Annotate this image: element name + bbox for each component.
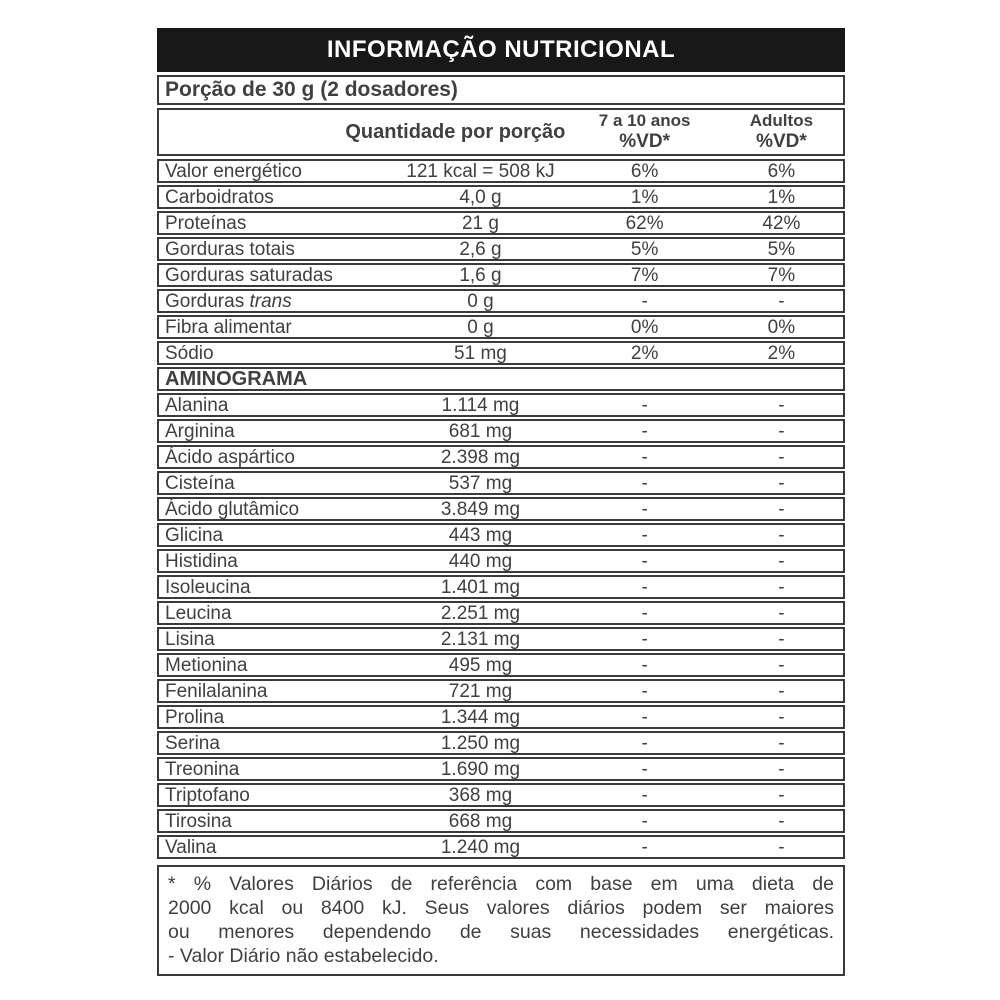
nutrient-name: Histidina xyxy=(165,550,238,572)
aminogram-title: AMINOGRAMA xyxy=(165,368,308,390)
vd-adults-value: - xyxy=(778,602,785,624)
nutrient-quantity: 1.401 mg xyxy=(440,576,521,598)
nutrient-quantity: 537 mg xyxy=(448,472,513,494)
column-header-adults-vd: %VD* xyxy=(756,130,807,152)
column-header-children xyxy=(569,110,719,154)
nutrition-label xyxy=(157,28,845,976)
vd-adults-value: - xyxy=(778,784,785,806)
footnote-line: ou menores dependendo de suas necessidades energéticas. xyxy=(168,921,834,943)
nutrient-name: Lisina xyxy=(165,628,215,650)
vd-children-value: - xyxy=(641,784,648,806)
table-row xyxy=(157,705,845,729)
nutrient-name: Treonina xyxy=(165,758,240,780)
nutrient-name: Proteínas xyxy=(165,212,247,234)
table-row xyxy=(157,549,845,573)
vd-adults-value: - xyxy=(778,758,785,780)
nutrient-quantity: 1.690 mg xyxy=(440,758,521,780)
footnote-line: 2000 kcal ou 8400 kJ. Seus valores diários podem ser maiores xyxy=(168,897,834,919)
vd-adults-value: - xyxy=(778,836,785,858)
table-row xyxy=(157,497,845,521)
column-header-children-vd: %VD* xyxy=(619,130,670,152)
footnote-line: - Valor Diário não estabelecido. xyxy=(168,945,439,967)
nutrient-rows xyxy=(157,159,845,365)
nutrient-name: Triptofano xyxy=(165,784,250,806)
table-row xyxy=(157,653,845,677)
nutrient-quantity: 440 mg xyxy=(448,550,513,572)
table-row xyxy=(157,263,845,287)
vd-adults-value: - xyxy=(778,550,785,572)
nutrient-quantity: 368 mg xyxy=(448,784,513,806)
nutrient-quantity: 121 kcal = 508 kJ xyxy=(406,160,555,182)
column-header-children-age: 7 a 10 anos xyxy=(598,111,691,131)
table-row xyxy=(157,731,845,755)
vd-adults-value: 7% xyxy=(767,264,796,286)
nutrient-quantity: 51 mg xyxy=(454,342,507,364)
nutrient-quantity: 2.251 mg xyxy=(440,602,521,624)
nutrient-name: Serina xyxy=(165,732,220,754)
table-row xyxy=(157,237,845,261)
nutrient-quantity: 681 mg xyxy=(448,420,513,442)
table-row xyxy=(157,809,845,833)
nutrient-quantity: 0 g xyxy=(467,316,494,338)
table-row xyxy=(157,159,845,183)
vd-children-value: 5% xyxy=(630,238,659,260)
vd-children-value: 1% xyxy=(630,186,659,208)
table-row xyxy=(157,315,845,339)
nutrient-quantity: 443 mg xyxy=(448,524,513,546)
vd-adults-value: - xyxy=(778,628,785,650)
vd-adults-value: - xyxy=(778,498,785,520)
table-row xyxy=(157,393,845,417)
nutrient-name: Gorduras totais xyxy=(165,238,295,260)
table-row xyxy=(157,783,845,807)
nutrient-name: Gorduras saturadas xyxy=(165,264,333,286)
nutrient-quantity: 0 g xyxy=(467,290,494,312)
nutrient-name: Glicina xyxy=(165,524,224,546)
vd-adults-value: 2% xyxy=(767,342,796,364)
table-row xyxy=(157,341,845,365)
nutrient-quantity: 1.114 mg xyxy=(441,394,520,416)
nutrient-quantity: 2.398 mg xyxy=(440,446,521,468)
vd-children-value: - xyxy=(641,394,648,416)
table-row xyxy=(157,289,845,313)
nutrient-name: Valor energético xyxy=(165,160,302,182)
table-row xyxy=(157,679,845,703)
vd-adults-value: - xyxy=(778,576,785,598)
vd-adults-value: 5% xyxy=(767,238,796,260)
table-row xyxy=(157,445,845,469)
nutrient-name: Gorduras trans xyxy=(165,290,292,312)
column-header-adults-label: Adultos xyxy=(749,111,814,131)
nutrient-name: Fenilalanina xyxy=(165,680,268,702)
vd-children-value: 7% xyxy=(630,264,659,286)
nutrient-quantity: 3.849 mg xyxy=(440,498,521,520)
vd-children-value: - xyxy=(641,472,648,494)
nutrient-quantity: 1,6 g xyxy=(459,264,502,286)
vd-adults-value: - xyxy=(778,472,785,494)
vd-children-value: 0% xyxy=(630,316,659,338)
column-header-row xyxy=(157,108,845,156)
nutrient-quantity: 21 g xyxy=(461,212,499,234)
table-row xyxy=(157,523,845,547)
nutrient-name: Arginina xyxy=(165,420,235,442)
vd-adults-value: - xyxy=(778,420,785,442)
nutrient-quantity: 1.240 mg xyxy=(440,836,521,858)
nutrient-quantity: 1.250 mg xyxy=(440,732,521,754)
nutrient-name: Sódio xyxy=(165,342,214,364)
nutrient-name: Fibra alimentar xyxy=(165,316,292,338)
table-row xyxy=(157,471,845,495)
table-row xyxy=(157,211,845,235)
vd-children-value: - xyxy=(641,420,648,442)
vd-children-value: - xyxy=(641,758,648,780)
vd-children-value: - xyxy=(641,602,648,624)
nutrient-quantity: 4,0 g xyxy=(459,186,502,208)
nutrient-name: Tirosina xyxy=(165,810,232,832)
table-row xyxy=(157,185,845,209)
serving-row xyxy=(157,75,845,105)
vd-children-value: - xyxy=(641,810,648,832)
nutrient-name: Alanina xyxy=(165,394,229,416)
vd-adults-value: - xyxy=(778,524,785,546)
nutrient-name: Carboidratos xyxy=(165,186,274,208)
vd-children-value: - xyxy=(641,680,648,702)
vd-children-value: 6% xyxy=(630,160,659,182)
footnote-box xyxy=(157,865,845,976)
table-row xyxy=(157,419,845,443)
label-title: INFORMAÇÃO NUTRICIONAL xyxy=(326,36,676,63)
vd-children-value: - xyxy=(641,654,648,676)
column-header-adults xyxy=(720,110,843,154)
serving-text: Porção de 30 g (2 dosadores) xyxy=(165,78,458,101)
vd-children-value: - xyxy=(641,524,648,546)
label-title-bar xyxy=(157,28,845,72)
nutrient-quantity: 495 mg xyxy=(448,654,513,676)
vd-adults-value: - xyxy=(778,446,785,468)
nutrient-name: Prolina xyxy=(165,706,225,728)
vd-children-value: 2% xyxy=(630,342,659,364)
nutrient-name: Ácido aspártico xyxy=(165,446,295,468)
vd-children-value: - xyxy=(641,498,648,520)
nutrient-quantity: 1.344 mg xyxy=(440,706,521,728)
vd-children-value: - xyxy=(641,732,648,754)
vd-adults-value: 6% xyxy=(767,160,796,182)
vd-children-value: - xyxy=(641,550,648,572)
vd-children-value: - xyxy=(641,836,648,858)
vd-adults-value: 1% xyxy=(767,186,796,208)
vd-adults-value: 0% xyxy=(767,316,796,338)
nutrient-name: Ácido glutâmico xyxy=(165,498,300,520)
aminogram-section-header xyxy=(157,367,845,391)
nutrient-quantity: 721 mg xyxy=(448,680,513,702)
vd-adults-value: - xyxy=(778,290,785,312)
vd-adults-value: - xyxy=(778,654,785,676)
table-row xyxy=(157,835,845,859)
nutrient-quantity: 2.131 mg xyxy=(440,628,521,650)
vd-adults-value: - xyxy=(778,732,785,754)
nutrient-name: Valina xyxy=(165,836,217,858)
nutrient-name: Cisteína xyxy=(165,472,235,494)
vd-children-value: 62% xyxy=(625,212,664,234)
table-row xyxy=(157,757,845,781)
vd-children-value: - xyxy=(641,706,648,728)
footnote-line: * % Valores Diários de referência com base em uma dieta de xyxy=(168,873,834,895)
vd-children-value: - xyxy=(641,290,648,312)
nutrient-quantity: 2,6 g xyxy=(459,238,502,260)
table-row xyxy=(157,575,845,599)
table-row xyxy=(157,601,845,625)
vd-adults-value: 42% xyxy=(762,212,801,234)
vd-adults-value: - xyxy=(778,680,785,702)
vd-adults-value: - xyxy=(778,810,785,832)
nutrient-name: Leucina xyxy=(165,602,232,624)
vd-children-value: - xyxy=(641,628,648,650)
vd-adults-value: - xyxy=(778,706,785,728)
vd-children-value: - xyxy=(641,446,648,468)
table-row xyxy=(157,627,845,651)
column-header-quantity: Quantidade por porção xyxy=(345,120,566,143)
nutrient-name: Metionina xyxy=(165,654,248,676)
vd-adults-value: - xyxy=(778,394,785,416)
nutrient-quantity: 668 mg xyxy=(448,810,513,832)
nutrient-name: Isoleucina xyxy=(165,576,251,598)
aminogram-rows xyxy=(157,393,845,859)
vd-children-value: - xyxy=(641,576,648,598)
